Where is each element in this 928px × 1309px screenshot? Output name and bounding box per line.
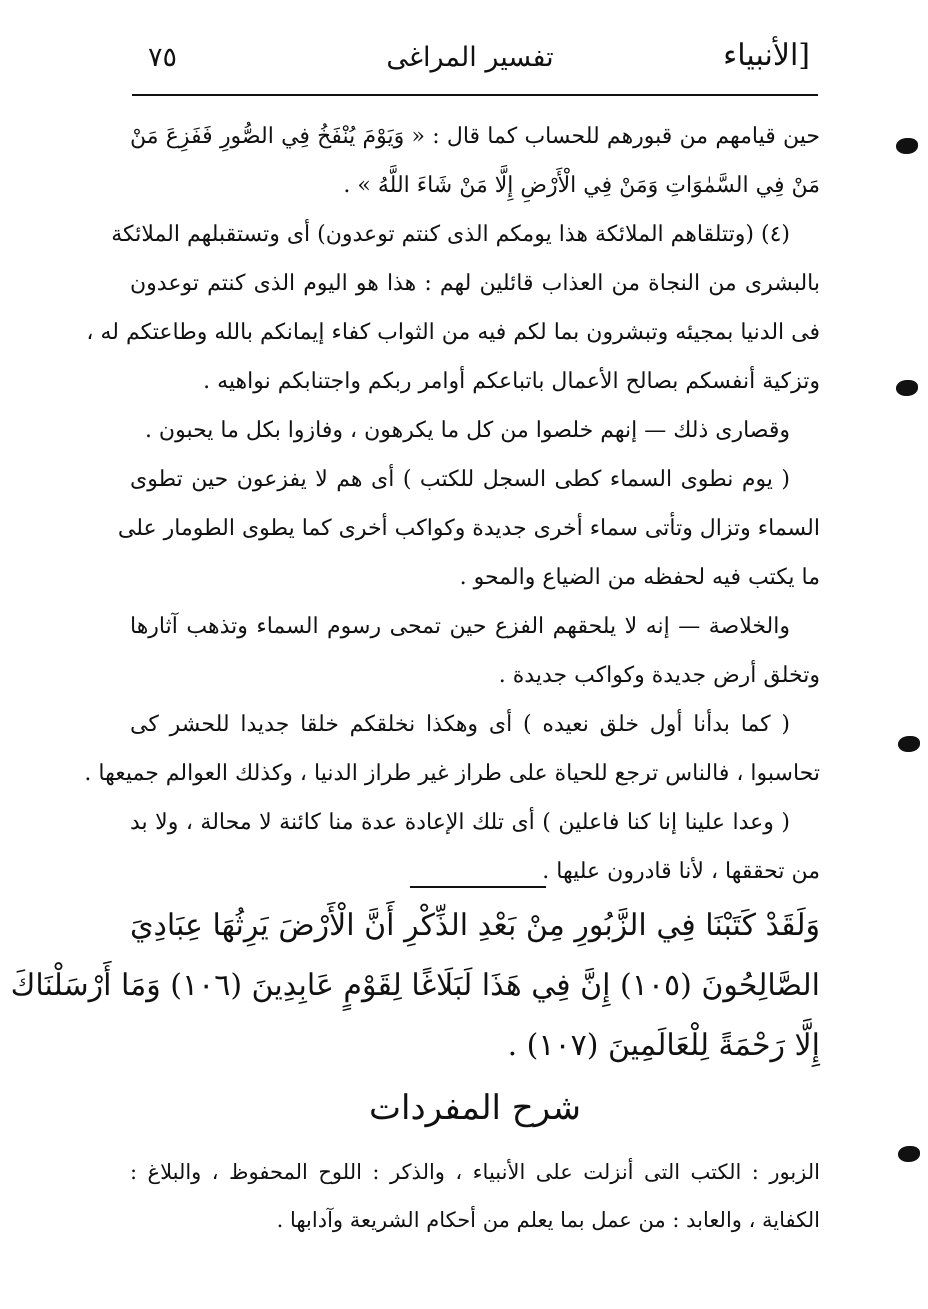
text-line: وقصارى ذلك — إنهم خلصوا من كل ما يكرهون ، وفازوا بكل ما يحبون . (144, 418, 790, 443)
definition-line: الزبور : الكتب التى أنزلت على الأنبياء ، والذكر : اللوح المحفوظ ، والبلاغ : (130, 1160, 820, 1184)
text-line: (٤) (وتتلقاهم الملائكة هذا يومكم الذى كنتم توعدون) أى وتستقبلهم الملائكة (111, 222, 790, 247)
margin-ink-mark (896, 138, 918, 154)
text-line: ما يكتب فيه لحفظه من الضياع والمحو . (459, 565, 820, 590)
separator-rule (410, 886, 546, 888)
header-rule (132, 94, 818, 96)
margin-ink-mark (898, 736, 920, 752)
verse-line: وَلَقَدْ كَتَبْنَا فِي الزَّبُورِ مِنْ بَعْدِ الذِّكْرِ أَنَّ الْأَرْضَ يَرِثُهَا عِبَادِيَ (130, 908, 820, 943)
text-line: وتخلق أرض جديدة وكواكب جديدة . (498, 663, 820, 688)
text-line: وتزكية أنفسكم بصالح الأعمال باتباعكم أوامر ربكم واجتنابكم نواهيه . (203, 369, 820, 394)
text-line: فى الدنيا بمجيئه وتبشرون بما لكم فيه من الثواب كفاء إيمانكم بالله وطاعتكم له ، (86, 320, 820, 345)
page-number: ٧٥ (148, 42, 178, 73)
text-line: والخلاصة — إنه لا يلحقهم الفزع حين تمحى رسوم السماء وتذهب آثارها (130, 614, 790, 639)
text-line: حين قيامهم من قبورهم للحساب كما قال : « وَيَوْمَ يُنْفَخُ فِي الصُّورِ فَفَزِعَ مَنْ (130, 124, 820, 149)
verse-line: الصَّالِحُونَ (١٠٥) إِنَّ فِي هَذَا لَبَلَاغًا لِقَوْمٍ عَابِدِينَ (١٠٦) وَمَا أَرْسَلْنَاكَ (10, 968, 820, 1003)
text-line: ( كما بدأنا أول خلق نعيده ) أى وهكذا نخلقكم خلقا جديدا للحشر كى (130, 712, 790, 737)
definitions-text (130, 1148, 820, 1244)
text-line: بالبشرى من النجاة من العذاب قائلين لهم : هذا هو اليوم الذى كنتم توعدون (130, 271, 820, 296)
text-line: ( يوم نطوى السماء كطى السجل للكتب ) أى هم لا يفزعون حين تطوى (130, 467, 790, 492)
text-line: مَنْ فِي السَّمٰوَاتِ وَمَنْ فِي الْأَرْضِ إِلَّا مَنْ شَاءَ اللَّهُ » . (343, 173, 820, 198)
section-heading: شرح المفردات (368, 1088, 582, 1128)
text-line: من تحققها ، لأنا قادرون عليها . (542, 859, 820, 884)
definition-line: الكفاية ، والعابد : من عمل بما يعلم من أحكام الشريعة وآدابها . (276, 1208, 820, 1232)
text-line: تحاسبوا ، فالناس ترجع للحياة على طراز غير طراز الدنيا ، وكذلك العوالم جميعها . (84, 761, 820, 786)
page-header (130, 38, 810, 88)
margin-ink-mark (896, 380, 918, 396)
verse-line: إِلَّا رَحْمَةً لِلْعَالَمِينَ (١٠٧) . (507, 1028, 820, 1063)
book-title: تفسير المراغى (386, 42, 554, 73)
quran-verses (10, 896, 820, 1076)
surah-name: [الأنبياء (723, 38, 810, 73)
text-line: ( وعدا علينا إنا كنا فاعلين ) أى تلك الإعادة عدة منا كائنة لا محالة ، ولا بد (130, 810, 790, 835)
commentary-text (84, 112, 820, 896)
margin-ink-mark (898, 1146, 920, 1162)
text-line: السماء وتزال وتأتى سماء أخرى جديدة وكواكب أخرى كما يطوى الطومار على (117, 516, 820, 541)
